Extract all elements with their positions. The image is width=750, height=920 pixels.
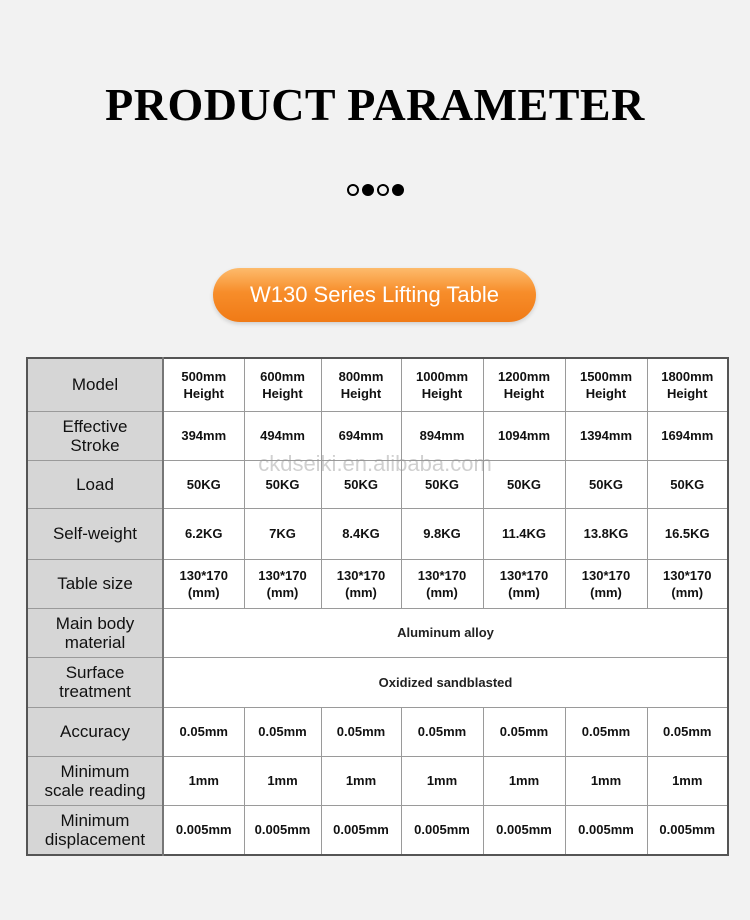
value-cell [321, 411, 401, 460]
value-cell-line: (mm) [345, 584, 377, 600]
value-cell [244, 460, 321, 508]
row-label [27, 358, 163, 411]
value-cell-line: 50KG [425, 476, 459, 492]
value-cell [565, 756, 647, 805]
value-cell-line: 0.05mm [581, 724, 631, 739]
value-cell [483, 707, 565, 756]
value-cell-line: 0.05mm [179, 724, 228, 739]
value-cell-line: (mm) [426, 584, 458, 600]
value-cell-line: 1500mm [579, 368, 633, 384]
value-cell [244, 805, 321, 855]
row-label-line: Load [76, 474, 114, 494]
value-cell [647, 756, 728, 805]
value-cell-line: 0.005mm [659, 822, 716, 838]
value-cell [244, 358, 321, 411]
value-cell [647, 411, 728, 460]
value-cell [647, 358, 728, 411]
table-row [27, 358, 728, 411]
value-cell [321, 559, 401, 608]
value-cell [647, 805, 728, 855]
value-cell-line: 130*170 [581, 567, 631, 583]
table-row [27, 805, 728, 855]
value-cell [244, 707, 321, 756]
value-cell [565, 460, 647, 508]
value-cell-line: 0.05mm [258, 724, 307, 739]
value-cell [163, 559, 244, 608]
value-cell-line: 800mm [338, 368, 384, 384]
row-label [27, 805, 163, 855]
row-label [27, 707, 163, 756]
value-cell-line: 0.05mm [336, 724, 386, 739]
value-cell-line: 0.005mm [578, 822, 634, 838]
parameter-table [26, 357, 729, 856]
value-cell-line: 0.005mm [333, 822, 389, 838]
value-cell [401, 411, 483, 460]
value-cell-line: 694mm [338, 428, 384, 443]
value-cell [163, 411, 244, 460]
value-cell-line: 1mm [345, 773, 377, 788]
value-cell-line: 50KG [265, 476, 300, 492]
row-label-line: material [64, 632, 126, 652]
parameter-table-body [27, 358, 728, 855]
value-cell [163, 756, 244, 805]
row-label-line: Surface [65, 663, 125, 682]
value-cell-line: Height [340, 385, 382, 401]
value-cell-line: 0.05mm [417, 724, 467, 739]
value-cell-line: 50KG [589, 476, 623, 492]
value-cell-line: 130*170 [663, 567, 712, 583]
value-cell-line: (mm) [671, 584, 704, 600]
value-cell [401, 358, 483, 411]
value-cell [321, 756, 401, 805]
table-row [27, 460, 728, 508]
value-cell [321, 805, 401, 855]
value-cell-line: 1mm [267, 773, 298, 788]
value-cell-line: 0.005mm [414, 822, 470, 838]
value-cell-line: 13.8KG [583, 526, 629, 541]
row-label-line: Minimum [60, 761, 130, 781]
value-cell [647, 460, 728, 508]
value-cell-line: 16.5KG [664, 526, 710, 541]
value-cell-line: 0.005mm [254, 822, 311, 838]
value-cell-line: 394mm [181, 428, 227, 443]
value-cell [401, 805, 483, 855]
value-cell [565, 411, 647, 460]
value-cell-line: 1200mm [497, 368, 551, 384]
spanning-value-cell: Aluminum alloy [163, 608, 728, 657]
value-cell-line: 50KG [507, 476, 541, 492]
value-cell-line: 8.4KG [342, 526, 380, 541]
value-cell [401, 756, 483, 805]
value-cell-line: Height [585, 385, 627, 401]
value-cell-line: (mm) [187, 584, 220, 600]
value-cell-line: 1094mm [497, 428, 551, 443]
watermark: ckdseiki.en.alibaba.com [258, 451, 492, 476]
value-cell [565, 559, 647, 608]
table-row [27, 411, 728, 460]
value-cell [483, 805, 565, 855]
value-cell [321, 358, 401, 411]
row-label-line: Accuracy [60, 722, 130, 741]
value-cell-line: Height [183, 385, 224, 401]
table-row [27, 707, 728, 756]
open-dot-icon [347, 184, 359, 196]
row-label-line: scale reading [44, 780, 146, 800]
value-cell-line: 1394mm [579, 428, 633, 443]
value-cell [401, 508, 483, 559]
value-cell-line: 130*170 [179, 567, 228, 583]
value-cell-line: (mm) [590, 584, 622, 600]
value-cell [565, 508, 647, 559]
value-cell-line: Height [667, 385, 708, 401]
value-cell [483, 559, 565, 608]
value-cell [565, 358, 647, 411]
value-cell-line: 50KG [670, 476, 705, 492]
value-cell [244, 559, 321, 608]
value-cell-line: 494mm [260, 428, 305, 443]
row-label-line: Model [71, 375, 119, 395]
row-label [27, 411, 163, 460]
spanning-value-cell: Oxidized sandblasted [163, 657, 728, 707]
table-row [27, 508, 728, 559]
value-cell [401, 460, 483, 508]
value-cell [244, 756, 321, 805]
page-title: PRODUCT PARAMETER [105, 79, 645, 130]
row-label [27, 608, 163, 657]
value-cell [647, 508, 728, 559]
row-label-line: treatment [59, 682, 131, 701]
row-label-line: Minimum [60, 810, 130, 830]
value-cell-line: 1mm [590, 773, 622, 788]
value-cell [483, 460, 565, 508]
row-label-line: Main body [55, 613, 135, 633]
value-cell-line: 1mm [508, 773, 540, 788]
table-row [27, 608, 728, 657]
value-cell [483, 756, 565, 805]
value-cell-line: 7KG [269, 526, 296, 541]
value-cell [647, 707, 728, 756]
value-cell-line: 6.2KG [184, 526, 223, 541]
series-label-text: W130 Series Lifting Table [249, 282, 500, 307]
row-label [27, 559, 163, 608]
value-cell [163, 460, 244, 508]
value-cell-line: 500mm [181, 368, 227, 384]
filled-dot-icon [362, 184, 374, 196]
dot-indicator [0, 184, 750, 196]
value-cell-line: 894mm [419, 428, 465, 443]
value-cell [565, 805, 647, 855]
row-label [27, 756, 163, 805]
value-cell-line: 130*170 [336, 567, 386, 583]
value-cell-line: 0.05mm [663, 724, 712, 739]
row-label-line: displacement [44, 829, 146, 849]
row-label-line: Stroke [70, 435, 120, 455]
series-label-pill [213, 268, 536, 322]
value-cell-line: Height [503, 385, 545, 401]
value-cell-line: (mm) [266, 584, 299, 600]
open-dot-icon [377, 184, 389, 196]
value-cell [483, 508, 565, 559]
value-cell [565, 707, 647, 756]
table-row [27, 756, 728, 805]
value-cell-line: 1694mm [661, 428, 714, 443]
row-label [27, 657, 163, 707]
value-cell [483, 411, 565, 460]
value-cell-line: 0.005mm [175, 822, 232, 838]
value-cell [321, 508, 401, 559]
table-row [27, 559, 728, 608]
value-cell-line: 50KG [186, 476, 221, 492]
value-cell [401, 707, 483, 756]
value-cell [483, 358, 565, 411]
value-cell-line: 1000mm [415, 368, 469, 384]
row-label [27, 460, 163, 508]
value-cell-line: 130*170 [499, 567, 549, 583]
value-cell-line: Height [262, 385, 303, 401]
value-cell-line: 0.005mm [496, 822, 552, 838]
value-cell [163, 358, 244, 411]
value-cell-line: 1mm [188, 773, 219, 788]
value-cell-line: 0.05mm [499, 724, 549, 739]
value-cell-line: 600mm [260, 368, 305, 384]
value-cell-line: 11.4KG [501, 526, 547, 541]
value-cell-line: 1800mm [661, 368, 714, 384]
row-label [27, 508, 163, 559]
row-label-line: Effective [62, 416, 128, 436]
value-cell [163, 508, 244, 559]
filled-dot-icon [392, 184, 404, 196]
row-label-line: Self-weight [52, 524, 138, 543]
value-cell-line: 50KG [344, 476, 378, 492]
value-cell [321, 707, 401, 756]
row-label-line: Table size [57, 574, 133, 593]
value-cell-line: 1mm [672, 773, 703, 788]
value-cell-line: 130*170 [258, 567, 307, 583]
value-cell-line: 130*170 [417, 567, 467, 583]
value-cell [244, 508, 321, 559]
table-row [27, 657, 728, 707]
value-cell-line: (mm) [508, 584, 540, 600]
value-cell-line: 1mm [426, 773, 458, 788]
value-cell-line: 9.8KG [423, 526, 461, 541]
value-cell [163, 805, 244, 855]
value-cell [401, 559, 483, 608]
value-cell [321, 460, 401, 508]
value-cell-line: Height [421, 385, 463, 401]
value-cell [244, 411, 321, 460]
value-cell [163, 707, 244, 756]
value-cell [647, 559, 728, 608]
